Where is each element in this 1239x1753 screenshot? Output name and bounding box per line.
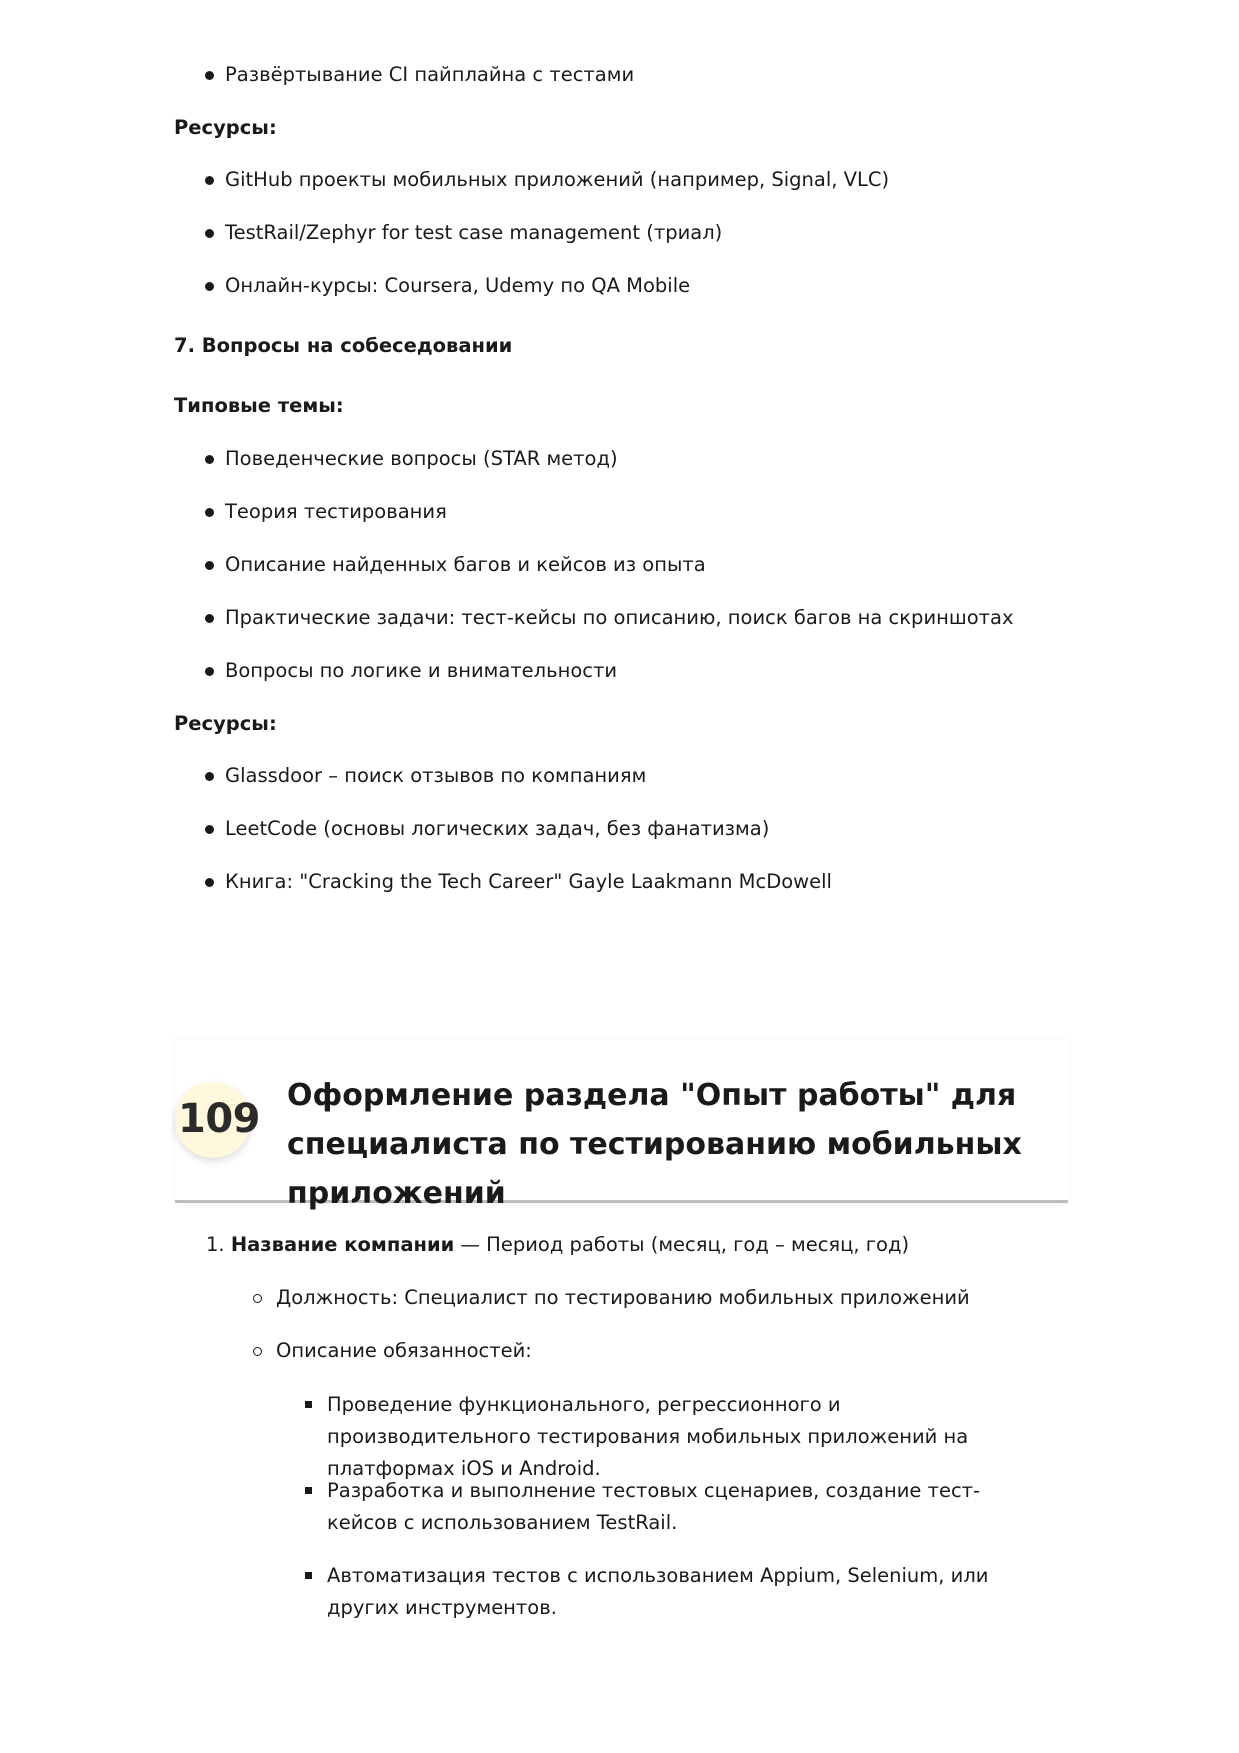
bullet-circle [253,1294,262,1303]
section-heading: 7. Вопросы на собеседовании [174,334,513,357]
duty-item: Проведение функционального, регрессионного и производительного тестирования мобильных приложений на платформах iOS и Android. [327,1393,969,1480]
topics-heading: Типовые темы: [174,394,344,417]
chapter-title: Оформление раздела "Опыт работы" для специалиста по тестированию мобильных приложений [287,1077,1022,1211]
duty-item: Автоматизация тестов с использованием Appium, Selenium, или других инструментов. [327,1564,989,1619]
resources-heading: Ресурсы: [174,116,277,139]
company-label: Название компании [230,1233,455,1256]
bullet-circle [253,1347,262,1356]
chapter-number-badge [175,1082,260,1158]
position-line: Должность: Специалист по тестированию мобильных приложений [276,1286,970,1309]
list-item: GitHub проекты мобильных приложений (например, Signal, VLC) [225,168,890,191]
list-item: Развёртывание CI пайплайна с тестами [225,63,635,86]
bullet-disc [205,878,214,887]
bullet-disc [205,176,214,185]
bullet-disc [205,455,214,464]
bullet-disc [205,667,214,676]
bullet-disc [205,508,214,517]
list-item: TestRail/Zephyr for test case management (триал) [225,221,723,244]
experience-item [206,1229,909,1261]
list-item: Книга: "Cracking the Tech Career" Gayle Laakmann McDowell [225,870,832,893]
list-item: Glassdoor – поиск отзывов по компаниям [225,764,647,787]
list-item: Вопросы по логике и внимательности [225,659,618,682]
item-number: 1. [206,1233,225,1256]
bullet-square [305,1487,312,1494]
bullet-disc [205,561,214,570]
bullet-disc [205,229,214,238]
duty-item: Разработка и выполнение тестовых сценариев, создание тест-кейсов с использованием TestRail. [327,1479,981,1534]
bullet-disc [205,825,214,834]
list-item: LeetCode (основы логических задач, без фанатизма) [225,817,770,840]
list-item: Теория тестирования [225,500,447,523]
bullet-disc [205,772,214,781]
duties-label: Описание обязанностей: [276,1339,532,1362]
bullet-square [305,1401,312,1408]
bullet-square [305,1572,312,1579]
list-item: Практические задачи: тест-кейсы по описанию, поиск багов на скриншотах [225,606,1014,629]
chapter-number: 109 [178,1096,260,1142]
list-item: Описание найденных багов и кейсов из опыта [225,553,706,576]
bullet-disc [205,71,214,80]
bullet-disc [205,614,214,623]
list-item: Онлайн-курсы: Coursera, Udemy по QA Mobile [225,274,691,297]
resources-heading: Ресурсы: [174,712,277,735]
work-period: — Период работы (месяц, год – месяц, год) [454,1233,910,1256]
bullet-disc [205,282,214,291]
list-item: Поведенческие вопросы (STAR метод) [225,447,618,470]
